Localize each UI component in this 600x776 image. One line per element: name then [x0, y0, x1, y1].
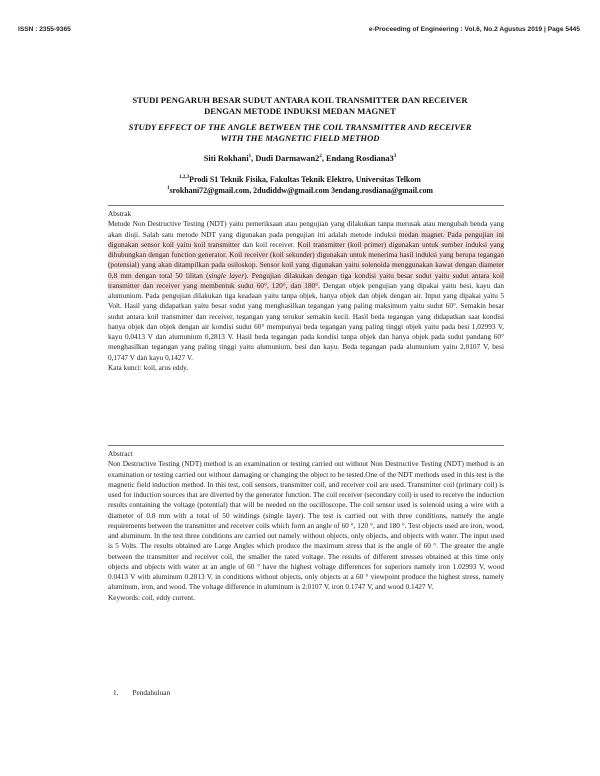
affiliation-block — [60, 174, 540, 196]
title-en-line1: STUDY EFFECT OF THE ANGLE BETWEEN THE COIL TRANSMITTER AND RECEIVER — [128, 122, 472, 132]
author-1-sup: 1 — [248, 154, 252, 159]
abstract-text: Non Destructive Testing (NDT) method is an examination or testing carried out without Non Destructive Testing (NDT) method is an examination or testing carried out without damaging or changing the object to be tested.One of the NDT methods used in this test is the magnetic field induction method. In this test, coil sensors, transmitter coil, and receiver coil are used. Transmitter coil (primary coil) is used for induction sources that are diverted by the generator function. The coil receiver (secondary coil) is used to receive the induction results containing the voltage (potential) that will be needed on the oscilloscope. The coil sensor used is solenoid using a wire with a diameter of 0.8 mm with a total of 50 windings (single layer). The test is carried out with three conditions, namely the angle requirements between the transmitter and receiver coils which form an angle of 60 °, 120 °, and 180 °. Test objects used are iron, wood, and aluminum. In the test three conditions are carried out namely without objects, only objects, and objects with water. The input used is 5 Volts. The results obtained are Large Angles which produce the maximum stress that is the angle of 60 °. The greater the angle between the transmitter and receiver coil, the smaller the rated voltage. The results of different stresses obtained at this time only objects and objects with water at an angle of 60 ° have the highest voltage differences for superiors namely iron 1.02993 V, wood 0.0413 V with aluminum 0.2813 V. in conditions without objects, only objects at a 60 ° viewpoint produce the highest stress, namely aluminum, iron, and wood. The voltage difference in aluminum is 2.0107 V, iron 0.1747 V, and wood 0.1427 V. — [108, 459, 504, 592]
abstract-box — [108, 445, 504, 692]
title-id-line2: DENGAN METODE INDUKSI MEDAN MAGNET — [204, 106, 396, 116]
section-heading — [113, 688, 184, 697]
author-3: Endang Rosdiana3 — [326, 154, 394, 163]
abstract-keywords: Keywords: coil, eddy current. — [108, 592, 195, 602]
abstract-label: Abstract — [108, 449, 133, 458]
email-sup: 1 — [166, 186, 170, 191]
abstrak-text-1: Metode Non Destructive Testing (NDT) yaitu pemeriksaan atau pengujian yang dilakukan tanpa merusak atau mengubah benda yang akan diuji. Salah satu metode NDT yang digunakan pada pengujian ini adalah metode induksi — [108, 219, 504, 239]
author-3-sup: 3 — [393, 154, 397, 159]
abstrak-highlight-3: ). Pengujian dilakukan dengan tiga kondisi yaitu besar sudut yaitu sudut antara koil transmitter dan receiver yang membentuk sudut 60°, 120°, dan 180°. — [108, 270, 504, 290]
abstract-body — [108, 446, 504, 603]
title-english — [60, 122, 540, 144]
affiliation-sup: 1,2,3 — [179, 175, 190, 180]
section-title: Pendahuluan — [132, 688, 171, 697]
title-indonesian — [60, 95, 540, 117]
abstrak-label: Abstrak — [108, 209, 132, 218]
issn-header: ISSN : 2355-9365 — [18, 26, 71, 33]
abstrak-highlight-italic: single layer — [208, 270, 245, 280]
email-text[interactable]: srokhani72@gmail.com, 2dudiddw@gmail.com 3endang.rosdiana@gmail.com — [169, 186, 434, 195]
email-line[interactable] — [60, 185, 540, 196]
abstrak-highlight-1: medan magnet. Pada pengujian ini digunakan sensor koil yaitu koil transmitter — [108, 229, 504, 249]
author-2: Dudi Darmawan2 — [255, 154, 320, 163]
author-sep-2: , — [321, 154, 327, 163]
abstrak-box — [108, 205, 504, 441]
affiliation-text: Prodi S1 Teknik Fisika, Fakultas Teknik Elektro, Universitas Telkom — [189, 175, 421, 184]
title-en-line2: WITH THE MAGNETIC FIELD METHOD — [220, 133, 380, 143]
author-sep-1: , — [251, 154, 256, 163]
journal-header: e-Proceeding of Engineering : Vol.6, No.2 Agustus 2019 | Page 5445 — [368, 26, 580, 33]
section-number: 1. — [113, 688, 119, 697]
abstrak-text-2: dan koil receiver. — [239, 239, 298, 249]
author-2-sup: 2 — [319, 154, 322, 159]
author-list — [60, 154, 540, 163]
affiliation-line — [60, 174, 540, 185]
abstrak-text-3: Dengan objek pengujian yang dipakai yaitu besi, kayu dan alumunium. Pada pengujian dilakukan tiga keadaan yaitu tanpa objek, hanya objek dan objek dengan air. Input yang dipakai yaitu 5 Volt. Hasil yang didapatkan yaitu besar sudut yang menghasilkan tegangan yang paling maksimum yaitu sudut 60°. Semakin besar sudut antara koil transmitter dan receiver, tegangan yang terukur semakin kecil. Hasil beda tegangan yang didapatkan saat kondisi hanya objek dan objek dengan air kondisi sudut 60° mempunyai beda tegangan yang paling tinggi objek yaitu pada besi 1,02993 V, kayu 0,0413 V dan alumunium 0,2813 V. Hasil beda tegangan pada kondisi tanpa objek dan hanya objek pada sudut pandang 60° menghasilkan tegangan yang paling tinggi yaitu alumunium, besi dan kayu. Beda tegangan pada alumunium yaitu 2,0107 V, besi 0,1747 V dan kayu 0,1427 V. — [108, 280, 504, 362]
author-1: Siti Rokhani — [203, 154, 249, 163]
abstrak-highlight-2: Koil transmitter (koil primer) digunakan untuk sumber induksi yang dihubungkan dengan function generator. Koil receiver (koil sekunder) digunakan untuk menerima hasil induksi yang berupa tegangan (potensial) yang akan ditampilkan pada osiloskop. Sensor koil yang digunakan yaitu solenoida menggunakan kawat dengan diameter 0,8 mm dengan total 50 lilitan ( — [108, 239, 504, 280]
title-id-line1: STUDI PENGARUH BESAR SUDUT ANTARA KOIL TRANSMITTER DAN RECEIVER — [132, 95, 468, 105]
abstrak-keywords: Kata kunci: koil, arus eddy. — [108, 362, 189, 372]
abstrak-body — [108, 206, 504, 373]
